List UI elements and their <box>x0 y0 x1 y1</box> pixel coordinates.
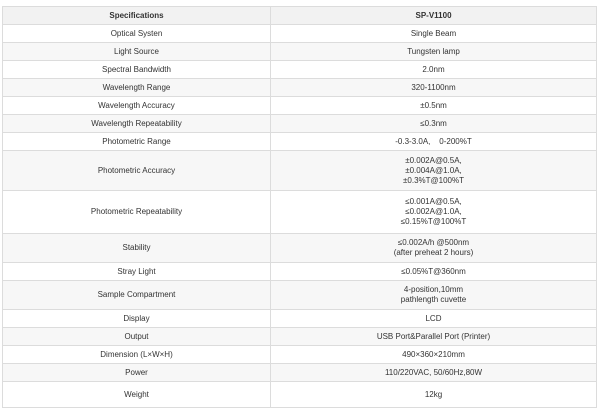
table-row <box>3 346 597 364</box>
table-row <box>3 115 597 133</box>
spec-value: 110/220VAC, 50/60Hz,80W <box>271 364 597 382</box>
spec-label: Wavelength Repeatability <box>3 115 271 133</box>
spec-value: 490×360×210mm <box>271 346 597 364</box>
table-row <box>3 97 597 115</box>
table-row <box>3 281 597 310</box>
spec-value: USB Port&Parallel Port (Printer) <box>271 328 597 346</box>
table-row <box>3 310 597 328</box>
spec-label: Stability <box>3 234 271 263</box>
spec-label: Display <box>3 310 271 328</box>
table-row <box>3 382 597 408</box>
spec-label: Spectral Bandwidth <box>3 61 271 79</box>
table-row <box>3 61 597 79</box>
table-row <box>3 79 597 97</box>
header-specifications: Specifications <box>3 7 271 25</box>
table-row <box>3 364 597 382</box>
table-row <box>3 43 597 61</box>
spec-value: ±0.5nm <box>271 97 597 115</box>
spec-value: ≤0.05%T@360nm <box>271 263 597 281</box>
spec-value: ≤0.002A/h @500nm (after preheat 2 hours) <box>271 234 597 263</box>
spec-label: Output <box>3 328 271 346</box>
table-row <box>3 328 597 346</box>
spec-label: Stray Light <box>3 263 271 281</box>
spec-label: Wavelength Accuracy <box>3 97 271 115</box>
table-row <box>3 133 597 151</box>
spec-label: Sample Compartment <box>3 281 271 310</box>
spec-value: -0.3-3.0A, 0-200%T <box>271 133 597 151</box>
spec-value: ±0.002A@0.5A, ±0.004A@1.0A, ±0.3%T@100%T <box>271 151 597 191</box>
table-row <box>3 151 597 191</box>
spec-label: Power <box>3 364 271 382</box>
spec-label: Photometric Repeatability <box>3 191 271 234</box>
spec-value: 4-position,10mm pathlength cuvette <box>271 281 597 310</box>
table-row <box>3 263 597 281</box>
spec-label: Light Source <box>3 43 271 61</box>
spec-value: ≤0.3nm <box>271 115 597 133</box>
spec-label: Wavelength Range <box>3 79 271 97</box>
spec-label: Optical Systen <box>3 25 271 43</box>
spec-label: Photometric Accuracy <box>3 151 271 191</box>
spec-label: Weight <box>3 382 271 408</box>
table-row <box>3 25 597 43</box>
table-row <box>3 191 597 234</box>
spec-value: 320-1100nm <box>271 79 597 97</box>
header-model: SP-V1100 <box>271 7 597 25</box>
spec-value: LCD <box>271 310 597 328</box>
spec-value: ≤0.001A@0.5A, ≤0.002A@1.0A, ≤0.15%T@100%T <box>271 191 597 234</box>
specifications-table <box>2 6 597 408</box>
table-header-row <box>3 7 597 25</box>
spec-value: Single Beam <box>271 25 597 43</box>
spec-label: Photometric Range <box>3 133 271 151</box>
spec-value: 2.0nm <box>271 61 597 79</box>
spec-label: Dimension (L×W×H) <box>3 346 271 364</box>
spec-value: 12kg <box>271 382 597 408</box>
spec-value: Tungsten lamp <box>271 43 597 61</box>
table-row <box>3 234 597 263</box>
